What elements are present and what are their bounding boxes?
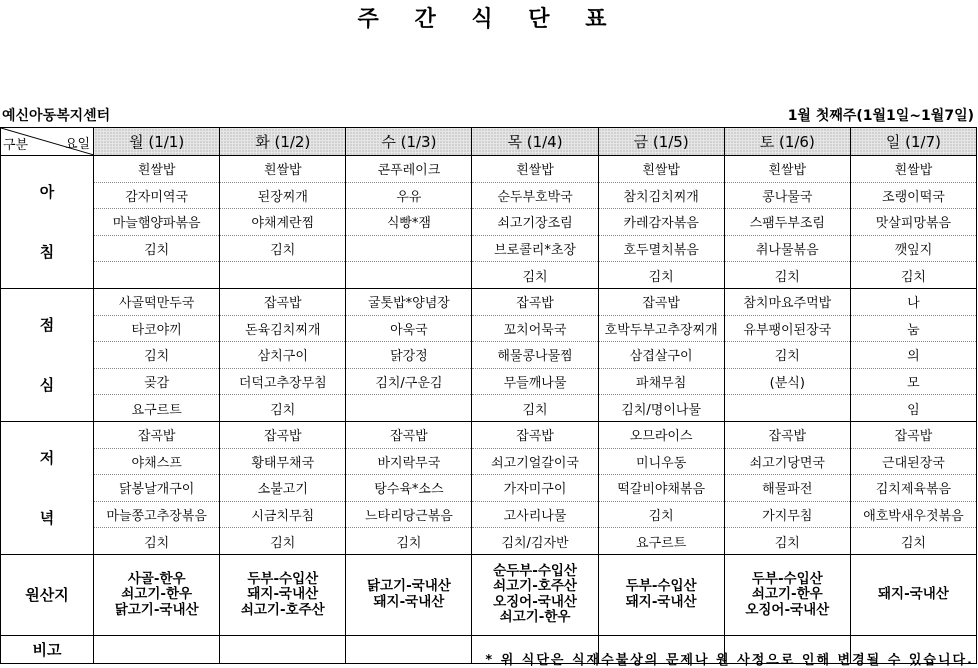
meal-row — [1, 501, 977, 528]
menu-item: 야채스프 — [94, 448, 220, 475]
menu-item: 잡곡밥 — [472, 421, 598, 448]
menu-item: 가자미구이 — [472, 475, 598, 502]
menu-item: 가지무침 — [724, 501, 850, 528]
origin-row — [1, 554, 977, 635]
menu-item — [346, 235, 472, 262]
menu-item: 잡곡밥 — [472, 288, 598, 315]
menu-item: (분식) — [724, 368, 850, 395]
origin-line: 닭고기-국내산 — [366, 578, 451, 595]
menu-item: 쇠고기당면국 — [724, 448, 850, 475]
meal-label — [1, 288, 94, 421]
menu-item: 꼬치어묵국 — [472, 315, 598, 342]
origin-cell — [220, 554, 346, 635]
meal-label — [1, 421, 94, 554]
menu-item: 아욱국 — [346, 315, 472, 342]
menu-item — [346, 395, 472, 422]
menu-item: 잡곡밥 — [598, 288, 724, 315]
menu-item — [346, 262, 472, 289]
menu-item: 근대된장국 — [850, 448, 976, 475]
menu-item: 김치 — [850, 528, 976, 555]
menu-item: 마늘쫑고추장볶음 — [94, 501, 220, 528]
origin-line: 두부-수입산 — [625, 578, 697, 595]
organization-name: 예신아동복지센터 — [2, 108, 111, 124]
origin-line: 두부-수입산 — [751, 570, 823, 587]
menu-item: 야채계란찜 — [220, 209, 346, 236]
menu-item: 깻잎지 — [850, 235, 976, 262]
menu-item: 김치제육볶음 — [850, 475, 976, 502]
meal-label-char: 심 — [39, 375, 55, 394]
meal-label-char: 저 — [39, 448, 55, 467]
meal-row — [1, 421, 977, 448]
week-range: 1월 첫째주(1월1일~1월7일) — [787, 108, 974, 124]
meal-row — [1, 528, 977, 555]
menu-item: 김치/구운김 — [346, 368, 472, 395]
menu-item: 잡곡밥 — [724, 421, 850, 448]
menu-item: 떡갈비야채볶음 — [598, 475, 724, 502]
menu-item: 흰쌀밥 — [220, 156, 346, 183]
day-header: 토 (1/6) — [724, 128, 850, 156]
day-header: 화 (1/2) — [220, 128, 346, 156]
origin-line: 쇠고기-호주산 — [493, 578, 577, 595]
day-header: 목 (1/4) — [472, 128, 598, 156]
menu-item: 김치 — [94, 528, 220, 555]
meal-label — [1, 156, 94, 289]
note-cell[interactable] — [220, 635, 346, 663]
day-header: 일 (1/7) — [850, 128, 976, 156]
meal-row — [1, 315, 977, 342]
origin-line: 돼지-국내산 — [625, 593, 697, 610]
menu-item: 김치 — [94, 342, 220, 369]
menu-item: 쇠고기얼갈이국 — [472, 448, 598, 475]
menu-item: 김치 — [220, 528, 346, 555]
origin-cell — [850, 554, 976, 635]
menu-item: 유부팽이된장국 — [724, 315, 850, 342]
meal-row — [1, 448, 977, 475]
menu-item: 김치 — [724, 528, 850, 555]
menu-item: 김치 — [850, 262, 976, 289]
menu-item — [94, 262, 220, 289]
menu-item: 타코야끼 — [94, 315, 220, 342]
menu-item: 마늘햄양파볶음 — [94, 209, 220, 236]
menu-item: 된장찌개 — [220, 182, 346, 209]
menu-item: 삼치구이 — [220, 342, 346, 369]
meal-row — [1, 368, 977, 395]
menu-item: 식빵*잼 — [346, 209, 472, 236]
menu-item — [220, 262, 346, 289]
menu-item: 쇠고기장조림 — [472, 209, 598, 236]
meal-label-char: 녁 — [39, 508, 55, 527]
menu-item: 사골떡만두국 — [94, 288, 220, 315]
day-header: 월 (1/1) — [94, 128, 220, 156]
meal-row — [1, 288, 977, 315]
menu-item: 우유 — [346, 182, 472, 209]
origin-line: 사골-한우 — [127, 570, 186, 587]
meal-sections — [1, 156, 977, 555]
category-label: 구분 — [3, 138, 29, 153]
meal-row — [1, 209, 977, 236]
note-label: 비고 — [1, 635, 94, 663]
menu-item: 무들깨나물 — [472, 368, 598, 395]
origin-line: 쇠고기-한우 — [751, 586, 823, 603]
header-row — [1, 128, 977, 156]
origin-line: 닭고기-국내산 — [114, 601, 199, 618]
menu-item: 감자미역국 — [94, 182, 220, 209]
menu-item: 김치/명이나물 — [598, 395, 724, 422]
menu-item: 소불고기 — [220, 475, 346, 502]
menu-item: 잡곡밥 — [346, 421, 472, 448]
menu-item: 카레감자볶음 — [598, 209, 724, 236]
weekday-label: 요일 — [64, 137, 91, 152]
meal-row — [1, 475, 977, 502]
menu-item: 닭강정 — [346, 342, 472, 369]
menu-item: 김치 — [346, 528, 472, 555]
menu-item: 김치 — [598, 262, 724, 289]
menu-item: 흰쌀밥 — [598, 156, 724, 183]
menu-item: 해물콩나물찜 — [472, 342, 598, 369]
menu-item: 호두멸치볶음 — [598, 235, 724, 262]
menu-item: 흰쌀밥 — [94, 156, 220, 183]
meal-row — [1, 156, 977, 183]
menu-item: 닭봉날개구이 — [94, 475, 220, 502]
meal-row — [1, 235, 977, 262]
menu-item: 호박두부고추장찌개 — [598, 315, 724, 342]
origin-line: 순두부-수입산 — [493, 562, 577, 579]
day-header: 금 (1/5) — [598, 128, 724, 156]
menu-item: 더덕고추장무침 — [220, 368, 346, 395]
menu-item: 김치 — [472, 262, 598, 289]
origin-cell — [724, 554, 850, 635]
menu-item: 애호박새우젓볶음 — [850, 501, 976, 528]
menu-item: 잡곡밥 — [220, 421, 346, 448]
menu-item: 모 — [850, 368, 976, 395]
meal-row — [1, 395, 977, 422]
origin-cell — [472, 554, 598, 635]
meal-row — [1, 342, 977, 369]
menu-item: 브로콜리*초장 — [472, 235, 598, 262]
corner-header — [1, 128, 94, 156]
menu-item: 시금치무침 — [220, 501, 346, 528]
menu-item: 김치 — [598, 501, 724, 528]
meal-label-char: 침 — [39, 242, 55, 261]
origin-line: 쇠고기-한우 — [121, 586, 193, 603]
origin-line: 쇠고기-한우 — [499, 609, 571, 626]
page-title: 주 간 식 단 표 — [357, 7, 621, 32]
menu-item: 참치마요주먹밥 — [724, 288, 850, 315]
menu-item: 김치 — [724, 262, 850, 289]
menu-item: 김치/김자반 — [472, 528, 598, 555]
day-header: 수 (1/3) — [346, 128, 472, 156]
menu-item: 눔 — [850, 315, 976, 342]
menu-item: 맛살피망볶음 — [850, 209, 976, 236]
menu-item: 조랭이떡국 — [850, 182, 976, 209]
menu-item: 잡곡밥 — [850, 421, 976, 448]
menu-item: 느타리당근볶음 — [346, 501, 472, 528]
origin-cell — [598, 554, 724, 635]
menu-item: 취나물볶음 — [724, 235, 850, 262]
menu-item: 순두부호박국 — [472, 182, 598, 209]
menu-item: 김치 — [472, 395, 598, 422]
menu-item: 김치 — [220, 395, 346, 422]
menu-item: 의 — [850, 342, 976, 369]
origin-line: 오징어-국내산 — [745, 601, 830, 618]
menu-item: 콘푸레이크 — [346, 156, 472, 183]
note-cell[interactable] — [346, 635, 472, 663]
menu-item — [724, 395, 850, 422]
footer-note: * 위 식단은 식재수불상의 문제나 원 사정으로 인해 변경될 수 있습니다. — [485, 653, 974, 668]
origin-line: 두부-수입산 — [247, 570, 319, 587]
menu-item: 콩나물국 — [724, 182, 850, 209]
note-cell[interactable] — [94, 635, 220, 663]
menu-item: 임 — [850, 395, 976, 422]
menu-item: 흰쌀밥 — [850, 156, 976, 183]
menu-item: 흰쌀밥 — [724, 156, 850, 183]
menu-item: 김치 — [220, 235, 346, 262]
menu-item: 오므라이스 — [598, 421, 724, 448]
origin-line: 쇠고기-호주산 — [240, 601, 325, 618]
menu-item: 삼겹살구이 — [598, 342, 724, 369]
menu-item: 황태무채국 — [220, 448, 346, 475]
menu-item: 해물파전 — [724, 475, 850, 502]
meal-label-char: 점 — [39, 315, 55, 334]
menu-item: 곶감 — [94, 368, 220, 395]
menu-item: 잡곡밥 — [220, 288, 346, 315]
menu-item: 탕수육*소스 — [346, 475, 472, 502]
menu-item: 흰쌀밥 — [472, 156, 598, 183]
menu-item: 파채무침 — [598, 368, 724, 395]
menu-item: 미니우동 — [598, 448, 724, 475]
origin-line: 돼지-국내산 — [878, 586, 949, 603]
menu-item: 고사리나물 — [472, 501, 598, 528]
meal-label-char: 아 — [39, 182, 55, 201]
origin-cell — [94, 554, 220, 635]
meal-row — [1, 182, 977, 209]
menu-table — [0, 127, 977, 664]
menu-item: 돈육김치찌개 — [220, 315, 346, 342]
menu-item: 요구르트 — [598, 528, 724, 555]
menu-item: 잡곡밥 — [94, 421, 220, 448]
origin-line: 오징어-국내산 — [493, 593, 577, 610]
origin-line: 돼지-국내산 — [373, 593, 445, 610]
menu-item: 나 — [850, 288, 976, 315]
menu-item: 바지락무국 — [346, 448, 472, 475]
menu-item: 굴톳밥*양념장 — [346, 288, 472, 315]
origin-label: 원산지 — [1, 554, 94, 635]
menu-item: 요구르트 — [94, 395, 220, 422]
meal-row — [1, 262, 977, 289]
menu-item: 김치 — [724, 342, 850, 369]
origin-cell — [346, 554, 472, 635]
menu-item: 김치 — [94, 235, 220, 262]
origin-line: 돼지-국내산 — [247, 586, 319, 603]
menu-item: 스팸두부조림 — [724, 209, 850, 236]
menu-item: 참치김치찌개 — [598, 182, 724, 209]
